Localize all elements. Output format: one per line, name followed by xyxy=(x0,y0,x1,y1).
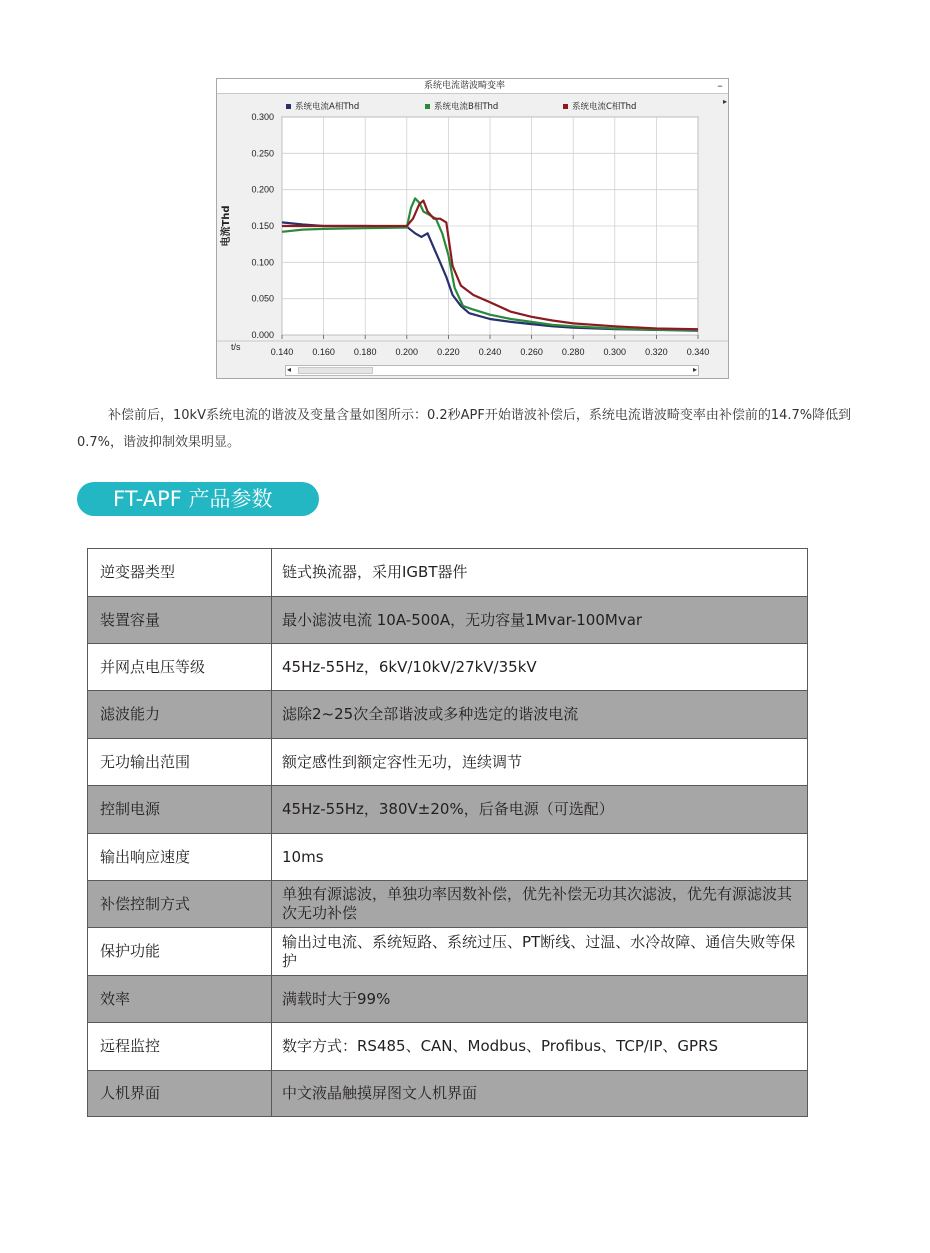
spec-value: 45Hz-55Hz，380V±20%，后备电源（可选配） xyxy=(272,786,808,834)
spec-name: 输出响应速度 xyxy=(88,834,272,881)
x-tick-label: 0.160 xyxy=(312,347,335,357)
chart-scrollbar[interactable] xyxy=(285,365,699,376)
expand-right-icon[interactable]: ▸ xyxy=(723,97,728,106)
scroll-thumb[interactable] xyxy=(298,367,373,374)
x-tick-label: 0.320 xyxy=(645,347,668,357)
spec-name: 保护功能 xyxy=(88,928,272,976)
y-tick-label: 0.150 xyxy=(251,221,274,231)
thd-line-chart xyxy=(217,93,728,365)
table-row xyxy=(88,976,808,1023)
scroll-right-icon[interactable]: ▸ xyxy=(692,365,697,374)
table-row xyxy=(88,597,808,644)
table-row xyxy=(88,928,808,976)
spec-value: 数字方式：RS485、CAN、Modbus、Profibus、TCP/IP、GPRS xyxy=(272,1023,808,1071)
spec-value: 链式换流器，采用IGBT器件 xyxy=(272,549,808,597)
x-tick-label: 0.180 xyxy=(353,347,377,357)
scroll-left-icon[interactable]: ◂ xyxy=(287,365,292,374)
x-axis-label: t/s xyxy=(231,342,241,352)
legend-swatch xyxy=(286,104,291,109)
table-row xyxy=(88,549,808,597)
table-row xyxy=(88,739,808,786)
y-tick-label: 0.250 xyxy=(251,148,274,159)
section-header xyxy=(77,482,319,516)
section-title: FT-APF 产品参数 xyxy=(113,487,273,511)
spec-name: 补偿控制方式 xyxy=(88,881,272,928)
chart-window xyxy=(216,78,729,379)
table-row xyxy=(88,1023,808,1071)
y-tick-label: 0.200 xyxy=(251,184,274,195)
spec-value: 45Hz-55Hz，6kV/10kV/27kV/35kV xyxy=(272,644,808,691)
spec-name: 效率 xyxy=(88,976,272,1023)
x-tick-label: 0.260 xyxy=(520,347,543,357)
table-row xyxy=(88,786,808,834)
spec-name: 人机界面 xyxy=(88,1071,272,1117)
spec-name: 装置容量 xyxy=(88,597,272,644)
spec-value: 满载时大于99% xyxy=(272,976,808,1023)
spec-value: 输出过电流、系统短路、系统过压、PT断线、过温、水冷故障、通信失败等保护 xyxy=(272,928,808,976)
spec-value: 10ms xyxy=(272,834,808,881)
legend-label: 系统电流C相Thd xyxy=(572,102,637,112)
spec-name: 滤波能力 xyxy=(88,691,272,739)
legend-swatch xyxy=(425,104,430,109)
x-tick-label: 0.340 xyxy=(686,347,710,357)
y-tick-label: 0.300 xyxy=(251,112,274,122)
x-tick-label: 0.140 xyxy=(270,347,294,357)
legend-swatch xyxy=(563,104,568,109)
x-tick-label: 0.220 xyxy=(437,347,460,357)
table-row xyxy=(88,691,808,739)
spec-value: 单独有源滤波，单独功率因数补偿，优先补偿无功其次滤波，优先有源滤波其次无功补偿 xyxy=(272,881,808,928)
legend-label: 系统电流B相Thd xyxy=(434,102,499,112)
chart-titlebar xyxy=(217,79,728,94)
spec-value: 中文液晶触摸屏图文人机界面 xyxy=(272,1071,808,1117)
y-tick-label: 0.100 xyxy=(251,257,274,268)
spec-name: 无功输出范围 xyxy=(88,739,272,786)
y-axis-label: 电流Thd xyxy=(221,205,232,247)
chart-caption: 补偿前后，10kV系统电流的谐波及变量含量如图所示：0.2秒APF开始谐波补偿后，系统电流谐波畸变率由补偿前的14.7%降低到0.7%，谐波抑制效果明显。 xyxy=(77,408,852,450)
spec-name: 控制电源 xyxy=(88,786,272,834)
y-tick-label: 0.000 xyxy=(251,330,274,340)
spec-name: 逆变器类型 xyxy=(88,549,272,597)
spec-value: 滤除2~25次全部谐波或多种选定的谐波电流 xyxy=(272,691,808,739)
table-row xyxy=(88,644,808,691)
x-tick-label: 0.240 xyxy=(478,347,502,357)
legend-label: 系统电流A相Thd xyxy=(295,102,360,112)
x-tick-label: 0.200 xyxy=(395,347,419,357)
spec-value: 最小滤波电流 10A-500A，无功容量1Mvar-100Mvar xyxy=(272,597,808,644)
x-tick-label: 0.280 xyxy=(561,347,585,357)
chart-title: 系统电流谐波畸变率 xyxy=(423,81,505,91)
spec-table xyxy=(87,548,808,1117)
x-tick-label: 0.300 xyxy=(603,347,627,357)
spec-value: 额定感性到额定容性无功，连续调节 xyxy=(272,739,808,786)
collapse-button[interactable]: – xyxy=(717,79,723,92)
spec-name: 远程监控 xyxy=(88,1023,272,1071)
y-tick-label: 0.050 xyxy=(251,293,274,304)
table-row xyxy=(88,1071,808,1117)
table-row xyxy=(88,834,808,881)
table-row xyxy=(88,881,808,928)
spec-name: 并网点电压等级 xyxy=(88,644,272,691)
